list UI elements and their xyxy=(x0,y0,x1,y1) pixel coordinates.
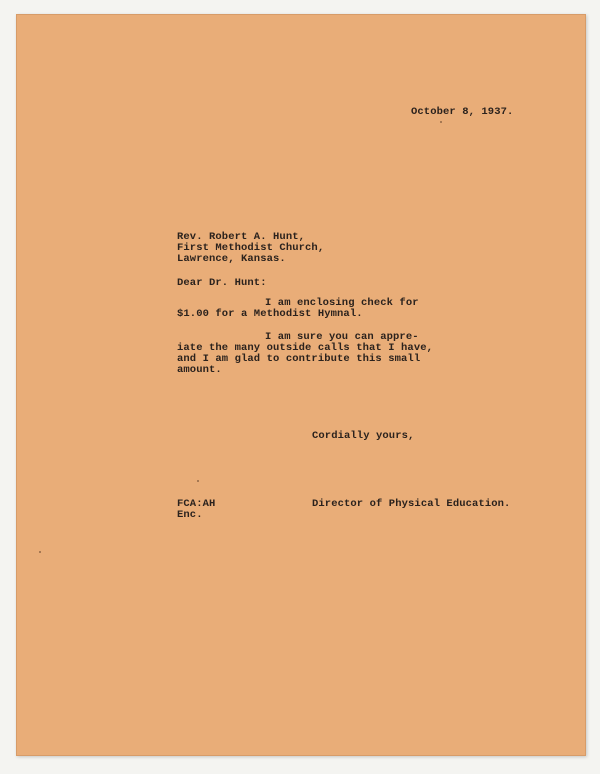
recipient-organization: First Methodist Church, xyxy=(177,242,325,254)
paragraph-2-line-3: and I am glad to contribute this small xyxy=(177,353,421,365)
salutation: Dear Dr. Hunt: xyxy=(177,277,267,289)
paper-speck xyxy=(440,121,442,123)
enclosure-note: Enc. xyxy=(177,509,203,521)
letter-date: October 8, 1937. xyxy=(411,106,514,118)
letter-sheet xyxy=(16,14,586,756)
recipient-name: Rev. Robert A. Hunt, xyxy=(177,231,306,243)
paragraph-2-line-4: amount. xyxy=(177,364,222,376)
recipient-location: Lawrence, Kansas. xyxy=(177,253,286,265)
reference-initials: FCA:AH xyxy=(177,498,216,510)
paper-speck xyxy=(39,551,41,553)
paragraph-1-line-1: I am enclosing check for xyxy=(265,297,419,309)
signature-title: Director of Physical Education. xyxy=(312,498,511,510)
closing: Cordially yours, xyxy=(312,430,415,442)
paragraph-1-line-2: $1.00 for a Methodist Hymnal. xyxy=(177,308,363,320)
paragraph-2-line-2: iate the many outside calls that I have, xyxy=(177,342,434,354)
paper-speck xyxy=(197,480,199,482)
paragraph-2-line-1: I am sure you can appre- xyxy=(265,331,419,343)
